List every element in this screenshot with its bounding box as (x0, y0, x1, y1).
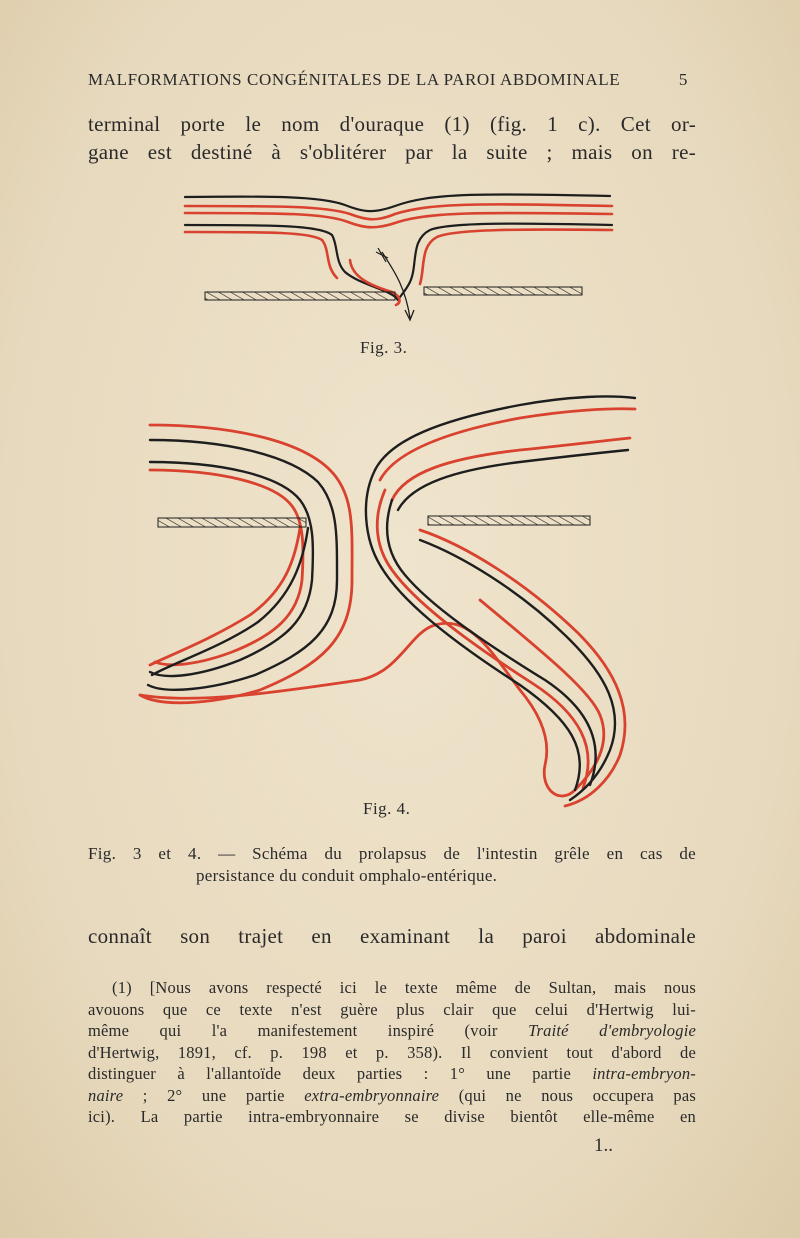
fig4-left-inner-red (150, 470, 303, 665)
fig3-label: Fig. 3. (360, 338, 408, 357)
footnote-line: d'Hertwig, 1891, cf. p. 198 et p. 358). Il convient tout d'abord de (88, 1042, 696, 1062)
caption-line-2: persistance du conduit omphalo-entérique. (196, 866, 498, 885)
footnote-line: (1) [Nous avons respecté ici le texte même de Sultan, mais nous (112, 978, 696, 997)
footnote-text: distinguer à l'allantoïde deux parties : 1° une partie (88, 1064, 593, 1083)
fig3-red-line-1 (185, 204, 612, 219)
fig4-right-top-red (380, 409, 635, 480)
fig4-right-wall (428, 516, 590, 525)
fig4-right-desc-black-2 (387, 500, 595, 785)
caption-line-1: Fig. 3 et 4. — Schéma du prolapsus de l'intestin grêle en cas de (88, 844, 696, 863)
footnote-text: (qui ne nous occupera pas (439, 1085, 697, 1105)
fig4-right-top-black (375, 396, 635, 470)
fig4-right-second-black (398, 450, 628, 510)
running-head-title: MALFORMATIONS CONGÉNITALES DE LA PAROI ABDOMINALE (88, 70, 621, 89)
footnote-line (88, 1063, 696, 1085)
footnote-italic: intra-embryon- (592, 1064, 696, 1083)
fig4-left-loop-red (150, 528, 300, 665)
footnote-text: même qui l'a manifestement inspiré (voir (88, 1021, 529, 1040)
fig4-label: Fig. 4. (363, 799, 411, 818)
figure-caption (88, 843, 696, 887)
footnote-italic: Traité d'embryologie (528, 1021, 697, 1040)
footnote-italic: naire (88, 1085, 124, 1105)
fig3-arrow-tail (376, 248, 388, 262)
fig4-right-inner-black (420, 540, 615, 800)
footnote-line: avouons que ce texte n'est guère plus clair que celui d'Hertwig lui- (88, 999, 696, 1019)
fig3-inner-right-red (420, 230, 612, 284)
footnote-line (88, 1085, 696, 1107)
fig3-inner-left-red (185, 232, 337, 278)
fig4-left-wall (158, 518, 306, 527)
fig4-right-second-red (392, 438, 630, 500)
text-line: gane est destiné à s'oblitérer par la suite ; mais on re- (88, 140, 696, 164)
fig3-left-wall (205, 292, 395, 300)
footnote-line: ici). La partie intra-embryonnaire se divise bientôt elle-même en (88, 1107, 696, 1126)
text-line: connaît son trajet en examinant la paroi abdominale (88, 924, 696, 948)
footnote-italic: extra-embryonnaire (304, 1085, 440, 1105)
figure-4-layers (140, 396, 635, 806)
page-number: 5 (678, 70, 688, 89)
footnote-text: ; 2° une partie (123, 1085, 305, 1105)
fig3-arrow-shaft (382, 252, 410, 318)
footnote (88, 977, 696, 1128)
fig4-bottom-red (140, 600, 604, 796)
fig3-outer-black-line (185, 194, 610, 211)
continuation-paragraph (88, 922, 696, 950)
text-line: terminal porte le nom d'ouraque (1) (fig. 1 c). Cet or- (88, 112, 696, 136)
fig3-right-wall (424, 287, 582, 295)
signature-mark: 1.. (594, 1135, 613, 1156)
fig3-inner-left-black (185, 225, 398, 300)
fig4-left-outer-red (140, 425, 352, 703)
footnote-line (88, 1020, 696, 1042)
